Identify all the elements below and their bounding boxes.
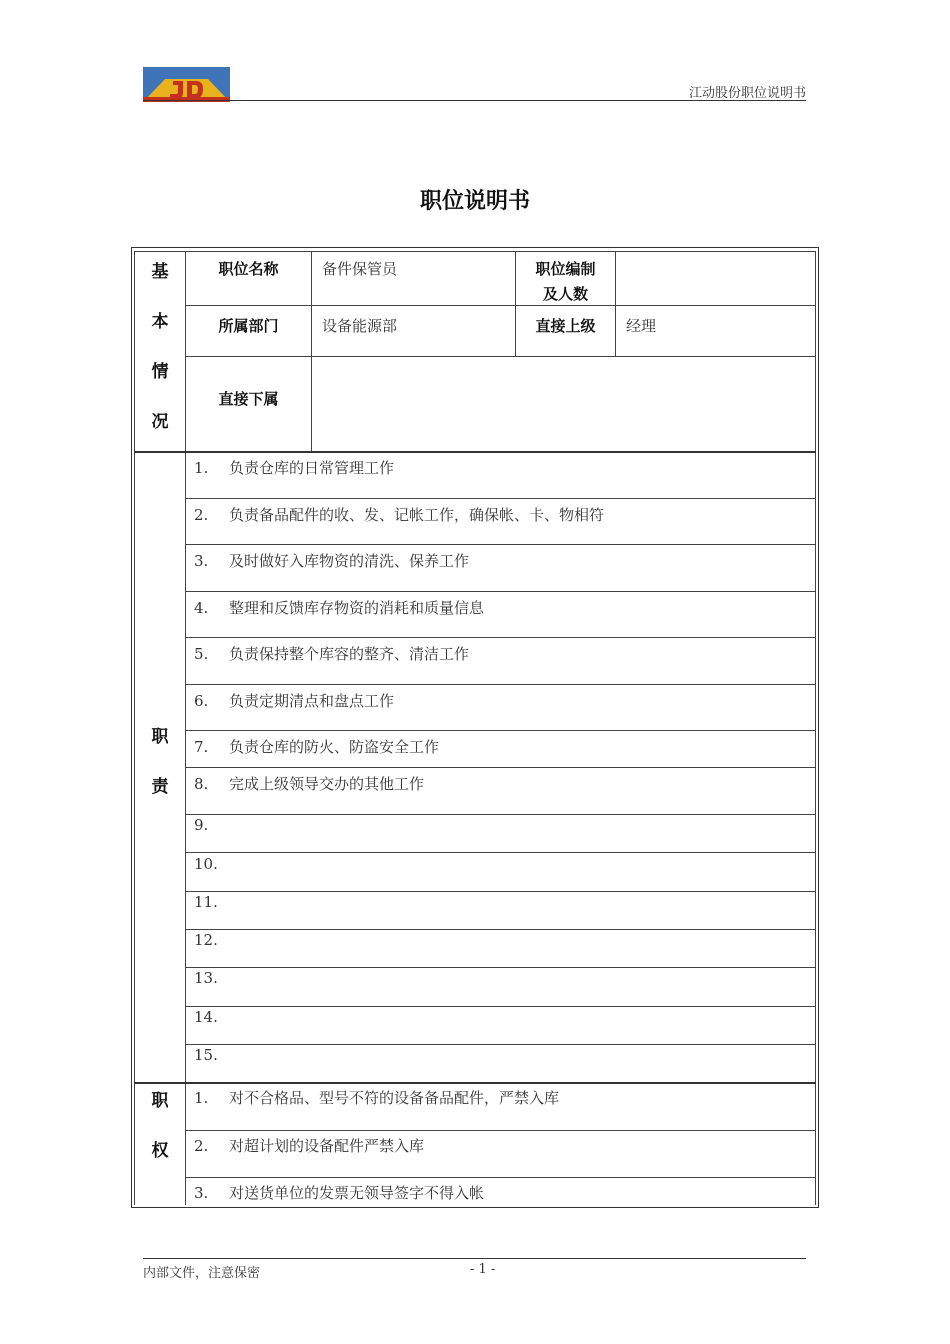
footer-divider bbox=[143, 1258, 806, 1259]
authority-item-1: 1. 对不合格品、型号不符的设备备品配件，严禁入库 bbox=[194, 1089, 560, 1107]
authority-section-label-1: 职 bbox=[151, 1091, 169, 1111]
duties-section-label-1: 职 bbox=[151, 727, 169, 747]
duty-item-4: 4. 整理和反馈库存物资的消耗和质量信息 bbox=[194, 599, 485, 617]
duty-row-line bbox=[185, 1006, 815, 1007]
authority-section-label-2: 权 bbox=[151, 1141, 169, 1161]
basic-section-label-1: 基 bbox=[151, 262, 169, 282]
duty-item-10: 10. bbox=[194, 855, 218, 873]
duties-section-label-2: 责 bbox=[151, 777, 169, 797]
duty-item-12: 12. bbox=[194, 931, 218, 949]
duty-item-6: 6. 负责定期清点和盘点工作 bbox=[194, 692, 395, 710]
department-label: 所属部门 bbox=[218, 317, 279, 335]
superior-label: 直接上级 bbox=[535, 317, 596, 335]
footer-page-number: - 1 - bbox=[470, 1262, 496, 1277]
table-border-inner-top bbox=[134, 251, 816, 252]
header-divider bbox=[143, 100, 806, 101]
duty-row-line bbox=[185, 730, 815, 731]
duty-item-8: 8. 完成上级领导交办的其他工作 bbox=[194, 775, 425, 793]
superior-value: 经理 bbox=[626, 317, 657, 335]
duty-item-14: 14. bbox=[194, 1008, 218, 1026]
duty-row-line bbox=[185, 967, 815, 968]
subordinate-label: 直接下属 bbox=[218, 390, 279, 408]
duty-item-3: 3. 及时做好入库物资的清洗、保养工作 bbox=[194, 552, 470, 570]
duty-item-5: 5. 负责保持整个库容的整齐、清洁工作 bbox=[194, 645, 470, 663]
headcount-label-line1: 职位编制 bbox=[535, 260, 596, 278]
duty-row-line bbox=[185, 544, 815, 545]
authority-item-2: 2. 对超计划的设备配件严禁入库 bbox=[194, 1137, 425, 1155]
duty-item-13: 13. bbox=[194, 969, 218, 987]
duty-row-line bbox=[185, 852, 815, 853]
company-logo-icon bbox=[143, 67, 230, 102]
duty-row-line bbox=[185, 1044, 815, 1045]
duty-row-line bbox=[185, 684, 815, 685]
footer-confidential: 内部文件，注意保密 bbox=[143, 1266, 261, 1281]
table-border-inner-left bbox=[134, 251, 135, 1205]
basic-section-label-3: 情 bbox=[151, 362, 169, 382]
duty-row-line bbox=[185, 637, 815, 638]
basic-col-divider-3 bbox=[615, 251, 616, 356]
page-title: 职位说明书 bbox=[419, 189, 530, 214]
authority-row-line bbox=[185, 1130, 815, 1131]
duty-row-line bbox=[185, 929, 815, 930]
authority-item-3: 3. 对送货单位的发票无领导签字不得入帐 bbox=[194, 1184, 485, 1202]
position-name-value: 备件保管员 bbox=[322, 260, 398, 278]
basic-row-divider-1 bbox=[185, 305, 815, 306]
headcount-label-line2: 及人数 bbox=[542, 285, 588, 303]
position-name-label: 职位名称 bbox=[218, 260, 279, 278]
section-divider-authority bbox=[134, 1082, 816, 1084]
basic-section-label-2: 本 bbox=[151, 312, 169, 332]
duty-item-7: 7. 负责仓库的防火、防盗安全工作 bbox=[194, 738, 440, 756]
basic-section-label-4: 况 bbox=[151, 412, 169, 432]
authority-row-line bbox=[185, 1177, 815, 1178]
duty-item-15: 15. bbox=[194, 1046, 218, 1064]
duty-row-line bbox=[185, 891, 815, 892]
header-doc-label: 江动股份职位说明书 bbox=[688, 86, 806, 101]
duty-row-line bbox=[185, 591, 815, 592]
duty-item-1: 1. 负责仓库的日常管理工作 bbox=[194, 459, 395, 477]
duty-row-line bbox=[185, 767, 815, 768]
duty-row-line bbox=[185, 498, 815, 499]
basic-row-divider-2 bbox=[185, 356, 815, 357]
section-divider-duties bbox=[134, 451, 816, 453]
duty-item-9: 9. bbox=[194, 816, 209, 834]
department-value: 设备能源部 bbox=[322, 317, 398, 335]
table-border-inner-right bbox=[815, 251, 816, 1205]
duty-row-line bbox=[185, 814, 815, 815]
duty-item-11: 11. bbox=[194, 893, 218, 911]
basic-col-divider-1 bbox=[311, 251, 312, 451]
duty-item-2: 2. 负责备品配件的收、发、记帐工作，确保帐、卡、物相符 bbox=[194, 506, 605, 524]
